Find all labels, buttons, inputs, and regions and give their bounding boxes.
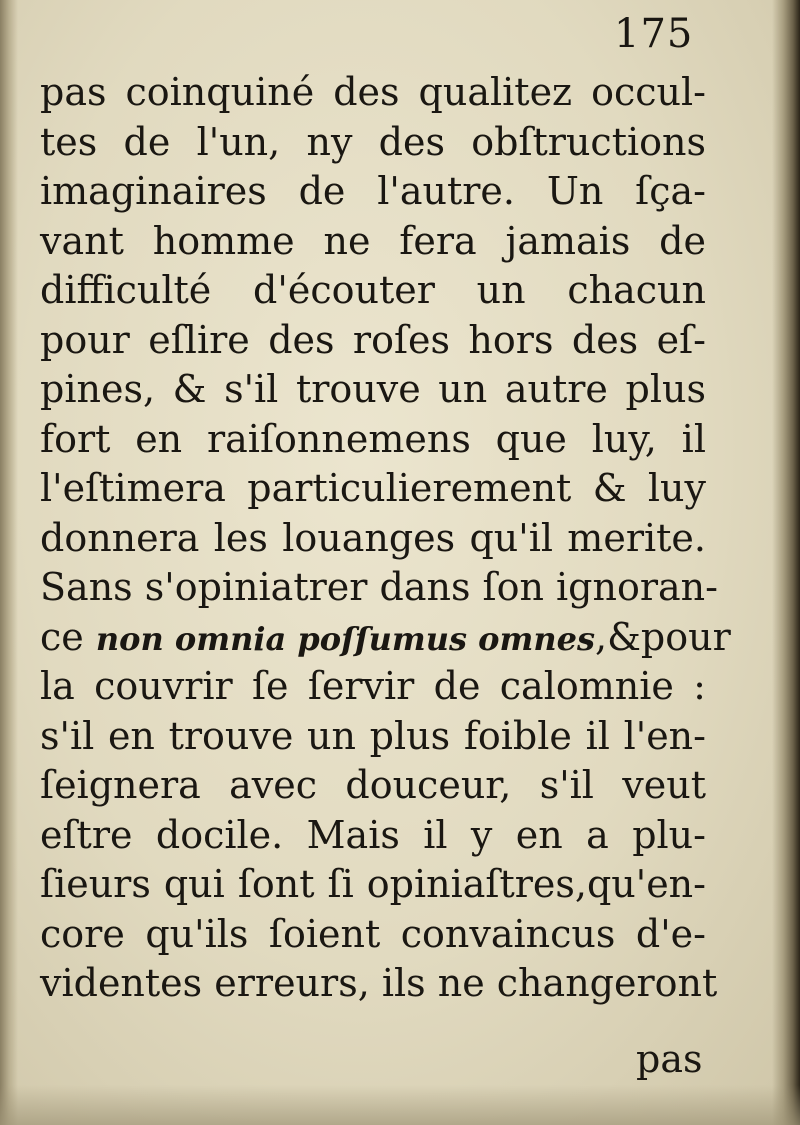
text-line: donnera les louanges qu'il merite. <box>40 515 706 560</box>
page-bottom-shadow <box>0 1085 800 1125</box>
page-number: 175 <box>614 11 694 57</box>
text-line: ſieurs qui ſont ſi opiniaſtres,qu'en- <box>40 862 706 906</box>
page-edge-shadow <box>772 0 800 1125</box>
text-line: pas coinquiné des qualitez occul- <box>40 70 706 114</box>
text-line: ſeignera avec douceur, s'il veut <box>40 763 706 807</box>
text-fragment: ,&pour <box>595 614 731 659</box>
text-line: difficulté d'écouter un chacun <box>40 268 706 312</box>
text-line: pines, & s'il trouve un autre plus <box>40 367 706 411</box>
text-line: s'il en trouve un plus foible il l'en- <box>40 713 706 758</box>
text-line: core qu'ils ſoient convaincus d'e- <box>40 911 706 956</box>
text-line: vant homme ne fera jamais de <box>40 218 706 263</box>
text-line: fort en raiſonnemens que luy, il <box>40 416 706 461</box>
text-fragment: ce <box>40 614 96 659</box>
text-line: imaginaires de l'autre. Un ſça- <box>40 169 706 213</box>
text-line: tes de l'un, ny des obſtructions <box>40 119 706 164</box>
text-line: pour eſlire des roſes hors des eſ- <box>40 317 706 362</box>
page-gutter-shadow <box>0 0 18 1125</box>
text-line: eſtre docile. Mais il y en a plu- <box>40 812 706 857</box>
text-line-with-latin <box>40 613 731 663</box>
body-text <box>40 68 731 1009</box>
text-line: la couvrir ſe ſervir de calomnie : <box>40 664 706 708</box>
text-line: videntes erreurs, ils ne changeront <box>40 961 718 1005</box>
text-line: Sans s'opiniatrer dans ſon ignoran- <box>40 565 718 609</box>
catchword: pas <box>636 1037 703 1081</box>
latin-quotation: non omnia poſſumus omnes <box>95 619 596 658</box>
text-line: l'eſtimera particulierement & luy <box>40 466 706 510</box>
